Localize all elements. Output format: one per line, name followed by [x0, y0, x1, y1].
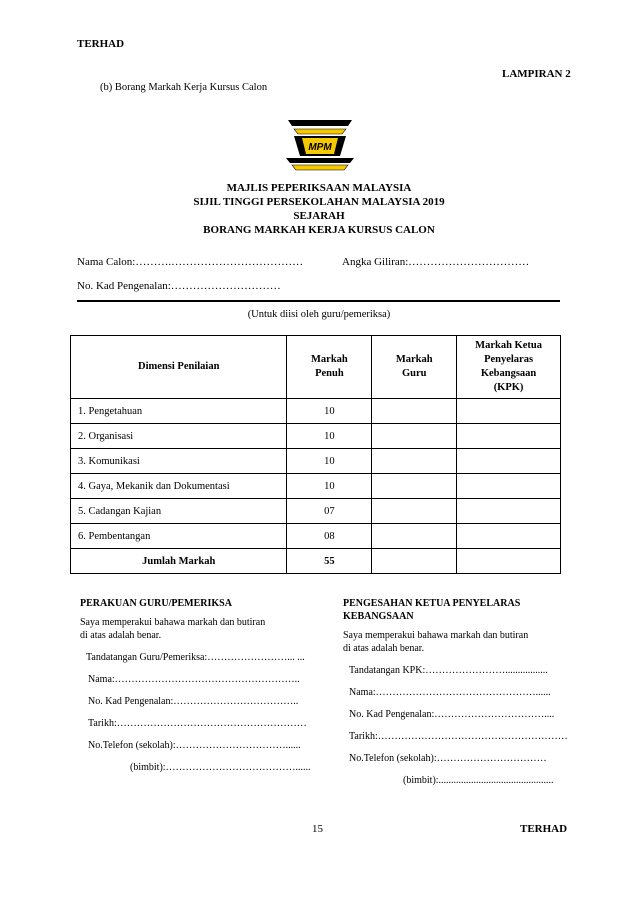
table-row: [71, 399, 561, 424]
statement-line: di atas adalah benar.: [343, 643, 425, 654]
header-teacher-marks: Markah Guru: [372, 336, 457, 399]
row-label: 6. Pembentangan: [71, 524, 287, 549]
teacher-date-field[interactable]: Tarikh:…………………………………………………: [88, 718, 307, 729]
row-full-marks: 08: [287, 524, 372, 549]
header-classification: TERHAD: [77, 38, 125, 50]
statement-line: Saya memperakui bahawa markah dan butiran: [80, 617, 266, 628]
ic-number-field[interactable]: No. Kad Pengenalan:…………………………: [77, 280, 281, 292]
row-teacher-marks-cell[interactable]: [372, 524, 457, 549]
logo-text: MPM: [308, 142, 332, 153]
row-label: 5. Cadangan Kajian: [71, 499, 287, 524]
row-full-marks: 10: [287, 474, 372, 499]
teacher-signature-field[interactable]: Tandatangan Guru/Pemeriksa:……………………... ...: [86, 652, 305, 663]
teacher-declaration-statement: [80, 616, 330, 642]
teacher-ic-field[interactable]: No. Kad Pengenalan:………………………………..: [88, 696, 299, 707]
title-line: KEBANGSAAN: [343, 611, 414, 622]
total-full-marks: 55: [287, 549, 372, 574]
title-board: MAJLIS PEPERIKSAAN MALAYSIA: [226, 182, 412, 194]
table-row: [71, 449, 561, 474]
title-form: BORANG MARKAH KERJA KURSUS CALON: [203, 224, 435, 236]
row-kpk-marks-cell[interactable]: [457, 524, 561, 549]
row-teacher-marks-cell[interactable]: [372, 424, 457, 449]
kpk-verification-title: [343, 597, 593, 623]
row-teacher-marks-cell[interactable]: [372, 449, 457, 474]
row-full-marks: 10: [287, 424, 372, 449]
row-full-marks: 10: [287, 449, 372, 474]
footer-classification: TERHAD: [520, 823, 568, 835]
row-label: 3. Komunikasi: [71, 449, 287, 474]
teacher-mobile-phone-field[interactable]: (bimbit):…………………………………......: [130, 762, 311, 773]
row-kpk-marks-cell[interactable]: [457, 449, 561, 474]
kpk-school-phone-field[interactable]: No.Telefon (sekolah):……………………………: [349, 753, 547, 764]
mpm-logo: [280, 114, 360, 176]
row-kpk-marks-cell[interactable]: [457, 474, 561, 499]
row-label: 4. Gaya, Mekanik dan Dokumentasi: [71, 474, 287, 499]
row-kpk-marks-cell[interactable]: [457, 399, 561, 424]
row-full-marks: 10: [287, 399, 372, 424]
form-caption: (b) Borang Markah Kerja Kursus Calon: [100, 82, 268, 93]
header-kpk-marks: Markah Ketua Penyelaras Kebangsaan (KPK): [457, 336, 561, 399]
page-number: 15: [312, 823, 323, 835]
marks-table: [70, 335, 561, 574]
teacher-declaration-title: PERAKUAN GURU/PEMERIKSA: [80, 598, 232, 609]
table-row: [71, 524, 561, 549]
kpk-verification-statement: [343, 629, 593, 655]
teacher-school-phone-field[interactable]: No.Telefon (sekolah):……………………………......: [88, 740, 301, 751]
divider: [77, 300, 560, 302]
candidate-name-field[interactable]: Nama Calon:……….………………………………: [77, 256, 304, 268]
kpk-signature-field[interactable]: Tandatangan KPK:…………………….................: [349, 665, 548, 676]
table-row: [71, 499, 561, 524]
row-teacher-marks-cell[interactable]: [372, 474, 457, 499]
row-full-marks: 07: [287, 499, 372, 524]
table-row: [71, 474, 561, 499]
row-kpk-marks-cell[interactable]: [457, 424, 561, 449]
total-kpk-marks-cell[interactable]: [457, 549, 561, 574]
kpk-date-field[interactable]: Tarikh:…………………………………………………: [349, 731, 568, 742]
row-teacher-marks-cell[interactable]: [372, 499, 457, 524]
title-line: PENGESAHAN KETUA PENYELARAS: [343, 598, 521, 609]
kpk-ic-field[interactable]: No. Kad Pengenalan:……………………………....: [349, 709, 555, 720]
header-appendix: LAMPIRAN 2: [502, 68, 571, 80]
title-exam: SIJIL TINGGI PERSEKOLAHAN MALAYSIA 2019: [193, 196, 445, 208]
total-teacher-marks-cell[interactable]: [372, 549, 457, 574]
table-total-row: [71, 549, 561, 574]
title-subject: SEJARAH: [293, 210, 345, 222]
kpk-name-field[interactable]: Nama:…………………………………………......: [349, 687, 551, 698]
statement-line: di atas adalah benar.: [80, 630, 162, 641]
statement-line: Saya memperakui bahawa markah dan butiran: [343, 630, 529, 641]
fill-note: (Untuk diisi oleh guru/pemeriksa): [247, 309, 391, 320]
header-full-marks: Markah Penuh: [287, 336, 372, 399]
row-teacher-marks-cell[interactable]: [372, 399, 457, 424]
row-label: 2. Organisasi: [71, 424, 287, 449]
table-header-row: [71, 336, 561, 399]
kpk-mobile-phone-field[interactable]: (bimbit):..............................................: [403, 775, 554, 786]
total-label: Jumlah Markah: [71, 549, 287, 574]
row-kpk-marks-cell[interactable]: [457, 499, 561, 524]
kpk-verification: [343, 597, 593, 787]
table-row: [71, 424, 561, 449]
document-titles: [0, 181, 638, 237]
row-label: 1. Pengetahuan: [71, 399, 287, 424]
index-number-field[interactable]: Angka Giliran:……………………………: [342, 256, 530, 268]
header-dimension: Dimensi Penilaian: [71, 336, 287, 399]
teacher-name-field[interactable]: Nama:………………………………………………..: [88, 674, 300, 685]
teacher-declaration: [80, 597, 330, 774]
